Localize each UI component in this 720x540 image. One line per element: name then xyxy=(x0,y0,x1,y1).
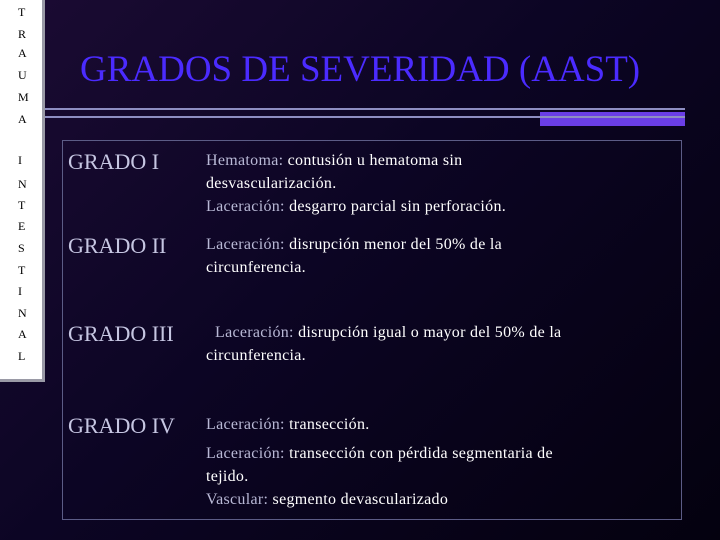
title-rule-bottom xyxy=(45,116,685,118)
sidebar-letter: M xyxy=(18,90,29,104)
sidebar-letter: A xyxy=(18,112,27,126)
entry-text: desgarro parcial sin perforación. xyxy=(289,198,507,215)
sidebar-letter: I xyxy=(18,153,22,167)
grade-label: GRADO II xyxy=(68,233,167,258)
sidebar-letter: N xyxy=(18,177,27,191)
sidebar-vertical-title xyxy=(0,0,45,382)
entry-continuation: desvascularización. xyxy=(206,175,337,192)
sidebar-letter: N xyxy=(18,306,27,320)
sidebar-letter: T xyxy=(18,5,26,19)
entry-label: Laceración: xyxy=(206,416,285,433)
entry-text: disrupción igual o mayor del 50% de la xyxy=(298,324,562,341)
grade-description xyxy=(206,233,676,279)
sidebar-letter: U xyxy=(18,68,27,82)
severity-table xyxy=(62,140,682,520)
description-line xyxy=(206,442,676,465)
entry-text: segmento devascularizado xyxy=(272,491,449,508)
entry-text: contusión u hematoma sin xyxy=(287,152,463,169)
grade-label: GRADO I xyxy=(68,149,160,174)
entry-label: Laceración: xyxy=(206,198,285,215)
slide-title: GRADOS DE SEVERIDAD (AAST) xyxy=(80,49,641,90)
entry-text: transección con pérdida segmentaria de xyxy=(289,445,553,462)
title-accent-bar xyxy=(540,112,685,126)
description-line xyxy=(215,321,685,344)
sidebar-letter: T xyxy=(18,263,26,277)
entry-label: Laceración: xyxy=(206,236,285,253)
sidebar-letter: L xyxy=(18,349,26,363)
entry-label: Laceración: xyxy=(215,324,294,341)
entry-continuation: tejido. xyxy=(206,468,249,485)
grade-label: GRADO IV xyxy=(68,413,175,438)
description-line xyxy=(206,149,676,172)
entry-label: Laceración: xyxy=(206,445,285,462)
grade-description xyxy=(206,413,676,511)
entry-text: transección. xyxy=(289,416,370,433)
description-line xyxy=(206,488,676,511)
sidebar-letter: A xyxy=(18,327,27,341)
grade-description xyxy=(206,321,685,367)
entry-label: Hematoma: xyxy=(206,152,284,169)
description-line xyxy=(206,195,676,218)
grade-label: GRADO III xyxy=(68,321,174,346)
entry-continuation: circunferencia. xyxy=(206,347,306,364)
sidebar-letter: A xyxy=(18,46,27,60)
description-line xyxy=(206,233,676,256)
sidebar-letter: I xyxy=(18,284,22,298)
sidebar-letter: R xyxy=(18,27,27,41)
sidebar-letter: E xyxy=(18,219,26,233)
entry-label: Vascular: xyxy=(206,491,269,508)
description-line xyxy=(206,413,676,436)
grade-description xyxy=(206,149,676,218)
sidebar-letter: S xyxy=(18,241,25,255)
entry-text: disrupción menor del 50% de la xyxy=(289,236,503,253)
title-rule-top xyxy=(45,108,685,110)
entry-continuation: circunferencia. xyxy=(206,259,306,276)
sidebar-letter: T xyxy=(18,198,26,212)
